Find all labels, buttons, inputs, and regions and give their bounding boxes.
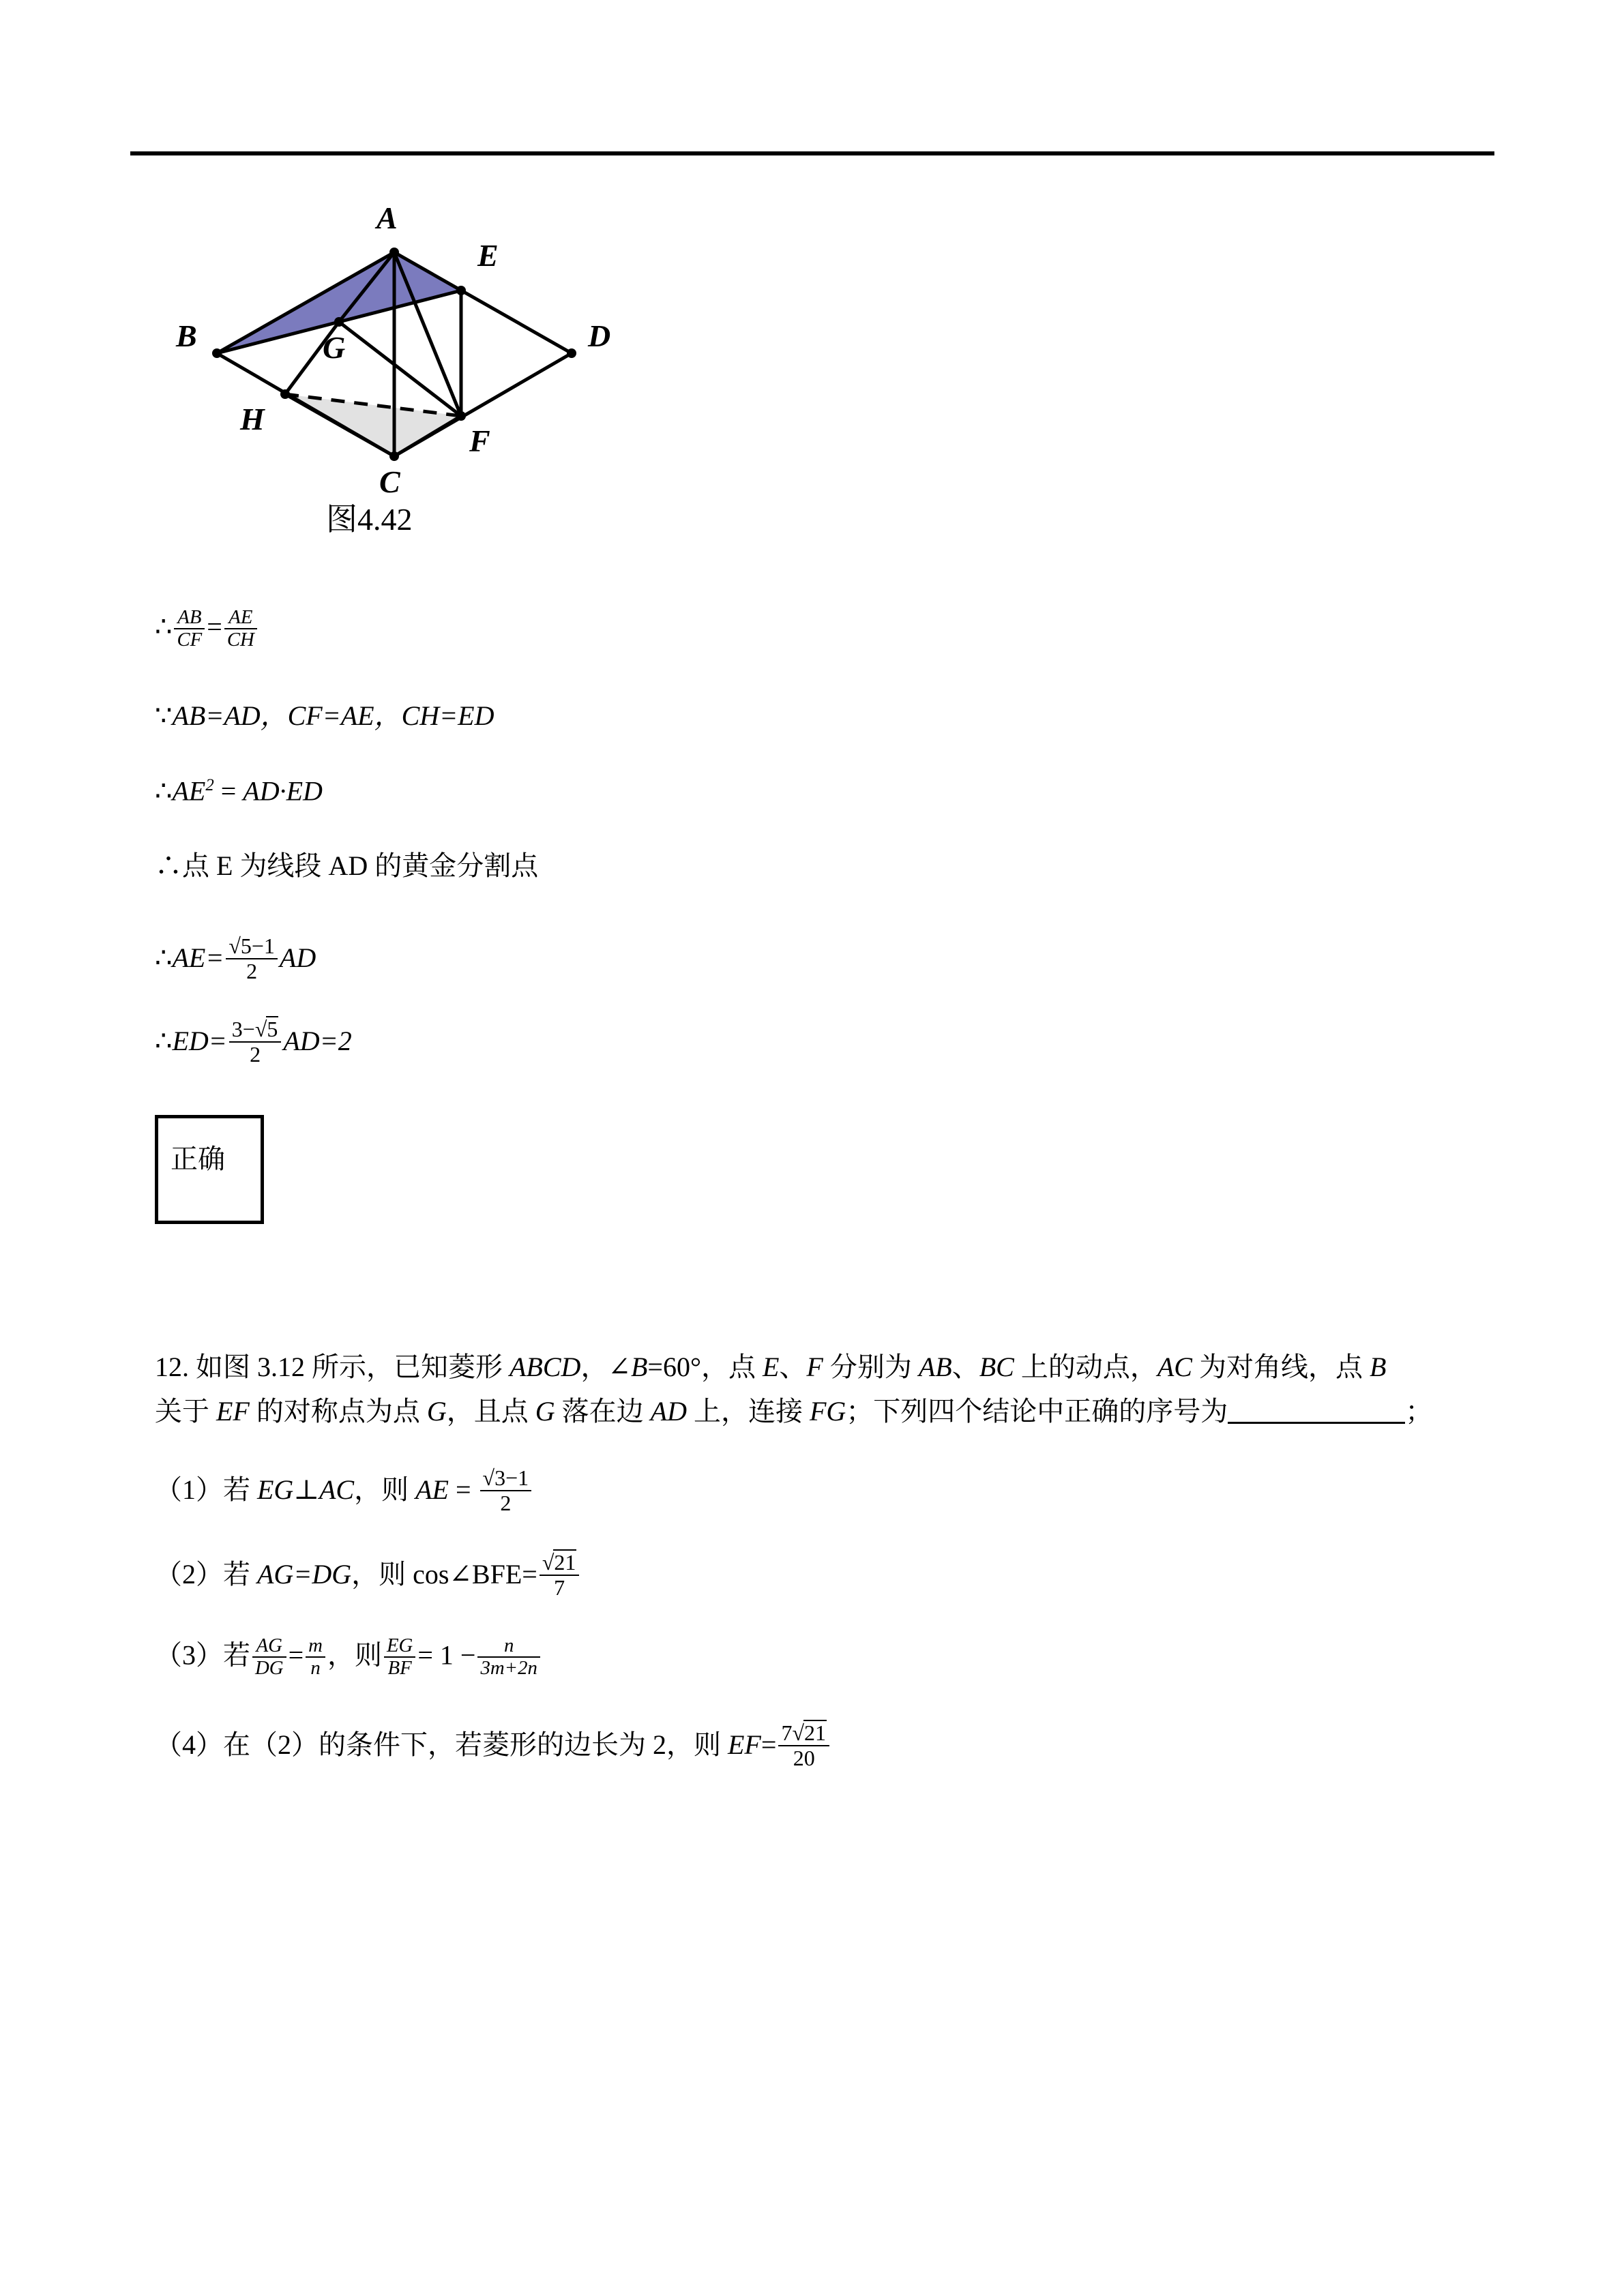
conclusion-3-marker: （3）	[155, 1639, 223, 1671]
fraction-numerator: AE	[228, 606, 253, 628]
conclusion-1-cond-a: 若	[223, 1474, 257, 1505]
q12b-text-c: 的对称点为点	[249, 1396, 427, 1427]
vertex-dot-E	[456, 286, 466, 295]
fraction-denominator: DG	[252, 1656, 286, 1679]
q12-label-bc: BC	[979, 1352, 1014, 1382]
radical-sqrt5: √5	[228, 934, 252, 958]
question-12-line-1	[155, 1354, 1386, 1381]
vertex-label-G: G	[323, 330, 346, 365]
q12-text-c: ，∠	[580, 1352, 631, 1382]
vertex-label-A: A	[377, 200, 398, 235]
therefore-symbol-1: ∴	[155, 611, 173, 642]
conclusion-1-cond-e: ，则	[354, 1474, 416, 1505]
radical-sign: √21	[542, 1550, 576, 1575]
q12-label-b: B	[630, 1352, 648, 1382]
fraction-numerator: n	[503, 1635, 514, 1656]
conclusion-3-cond-a: 若	[223, 1639, 250, 1671]
numerator-prefix: 3−	[231, 1017, 255, 1041]
q12b-text-a: 关于	[155, 1396, 216, 1427]
proof-line-4	[155, 852, 538, 880]
proof-line-2	[155, 702, 494, 730]
vertex-dot-A	[389, 248, 399, 257]
q12-label-e: E	[762, 1352, 780, 1382]
therefore-symbol-4: ∴	[155, 850, 182, 881]
proof-line-2-text: AB=AD，CF=AE，CH=ED	[172, 700, 494, 731]
perpendicular-symbol: ⊥	[293, 1474, 319, 1505]
conclusion-3-equals-2: = 1 −	[417, 1639, 476, 1671]
numerator-suffix: −1	[505, 1465, 529, 1490]
fraction-ab-cf	[174, 607, 205, 651]
fraction-denominator: 2	[480, 1490, 532, 1515]
proof-line-3	[155, 777, 323, 805]
vertex-dot-C	[389, 451, 399, 461]
q12-text-i: 分别为	[823, 1352, 919, 1382]
conclusion-1-equals: =	[455, 1474, 471, 1505]
conclusion-3-fraction-n-3m2n	[477, 1635, 540, 1679]
conclusion-4-equals: =	[761, 1729, 777, 1760]
therefore-symbol-6: ∴	[155, 1025, 173, 1056]
equals-sign-3: =	[220, 775, 237, 807]
q12b-text-g: 落在边	[555, 1396, 651, 1427]
q12-text-k: 、	[951, 1352, 979, 1382]
fraction-denominator: 2	[226, 958, 278, 983]
q12b-text-k: ；下列四个结论中正确的序号为	[846, 1396, 1228, 1427]
conclusion-3-fraction-ag-dg	[252, 1635, 286, 1679]
q12b-label-g2: G	[535, 1396, 555, 1427]
figure-caption: 图4.42	[326, 502, 413, 537]
q12b-label-g: G	[426, 1396, 447, 1427]
vertex-dot-H	[280, 389, 290, 399]
fraction-denominator: CF	[174, 628, 205, 651]
radical-sqrt3: √3	[482, 1465, 506, 1490]
rhombus-fold-svg	[130, 184, 743, 566]
fraction-numerator	[778, 1720, 829, 1745]
question-number: 12.	[155, 1352, 189, 1382]
therefore-symbol-5: ∴	[155, 942, 173, 973]
q12-label-abcd: ABCD	[510, 1352, 581, 1382]
q12-text-m: 上的动点，	[1014, 1352, 1157, 1382]
vertex-dot-G	[334, 317, 344, 327]
because-symbol-2: ∵	[155, 700, 173, 731]
radical-bar: 21	[554, 1550, 576, 1575]
conclusion-2-cond-a: 若	[223, 1558, 257, 1590]
conclusion-2-marker: （2）	[155, 1558, 223, 1590]
conclusion-4-fraction	[778, 1720, 829, 1770]
fraction-denominator: CH	[224, 628, 257, 651]
q12b-text-l: ；	[1405, 1396, 1433, 1427]
numerator-coefficient: 7	[781, 1720, 793, 1745]
fraction-numerator	[226, 934, 278, 958]
radical-sign: √5	[254, 1017, 278, 1041]
vertex-label-H: H	[240, 402, 265, 436]
proof-line-3-exponent: 2	[205, 776, 214, 794]
fraction-golden-ratio	[226, 934, 278, 983]
conclusion-2-ag-dg: AG=DG	[257, 1558, 352, 1590]
fraction-denominator: 2	[229, 1041, 282, 1067]
fraction-denominator: 20	[778, 1745, 829, 1770]
conclusion-1-fraction	[480, 1466, 532, 1515]
conclusion-2-cond-e: ，则	[351, 1558, 413, 1590]
conclusion-2	[155, 1549, 581, 1599]
conclusion-4-lhs: EF	[728, 1729, 761, 1760]
fraction-numerator	[229, 1016, 282, 1041]
proof-line-6-lhs: ED=	[172, 1025, 227, 1056]
conclusion-4-cond-a: 在（2）的条件下，若菱形的边长为 2，则	[223, 1729, 728, 1760]
fraction-numerator	[540, 1549, 580, 1575]
radical-bar: 21	[804, 1720, 826, 1745]
fraction-ed-expr	[229, 1016, 282, 1066]
vertex-dot-F	[456, 411, 466, 421]
conclusion-4-marker: （4）	[155, 1729, 223, 1760]
vertex-label-D: D	[588, 318, 611, 353]
vertex-dot-D	[567, 348, 576, 358]
equals-sign-1: =	[207, 611, 222, 642]
header-rule	[130, 151, 1494, 155]
fraction-denominator: 3m+2n	[477, 1656, 540, 1679]
proof-line-6-tail: AD=2	[283, 1025, 352, 1056]
fraction-numerator: AG	[256, 1635, 282, 1656]
correct-answer-box[interactable]	[155, 1115, 264, 1224]
question-12-line-2	[155, 1395, 1432, 1425]
q12-text-e: =60°，点	[647, 1352, 763, 1382]
q12-label-b2: B	[1369, 1352, 1387, 1382]
conclusion-2-fraction	[540, 1549, 580, 1599]
q12b-text-e: ，且点	[446, 1396, 535, 1427]
vertex-label-C: C	[379, 464, 400, 499]
fraction-numerator	[480, 1466, 532, 1490]
fraction-ae-ch	[224, 607, 257, 651]
q12-label-ac: AC	[1157, 1352, 1192, 1382]
proof-line-5-tail: AD	[279, 942, 316, 973]
conclusion-3-fraction-eg-bf	[384, 1635, 415, 1679]
conclusion-1-lhs: AE	[415, 1474, 449, 1505]
q12-text-o: 为对角线，点	[1192, 1352, 1370, 1382]
conclusion-1-eg: EG	[257, 1474, 294, 1505]
fraction-numerator: EG	[386, 1635, 413, 1656]
q12b-label-ef: EF	[216, 1396, 250, 1427]
fraction-numerator: AB	[177, 606, 202, 628]
q12-text-g: 、	[779, 1352, 807, 1382]
proof-line-6	[155, 1016, 352, 1066]
fraction-denominator: n	[306, 1656, 325, 1679]
fraction-denominator: 7	[540, 1575, 580, 1600]
conclusion-2-lhs: cos∠BFE	[413, 1558, 522, 1590]
proof-line-5-lhs: AE=	[172, 942, 224, 973]
correct-answer-label: 正确	[171, 1144, 225, 1174]
q12-label-f: F	[806, 1352, 823, 1382]
radical-bar: 5	[267, 1017, 278, 1041]
vertex-label-B: B	[176, 318, 197, 353]
figure-4-42	[130, 184, 743, 566]
conclusion-3-then: 则	[354, 1639, 382, 1671]
proof-line-4-text: 点 E 为线段 AD 的黄金分割点	[182, 850, 539, 881]
numerator-suffix: −1	[251, 934, 275, 958]
conclusion-3-fraction-m-n	[306, 1635, 325, 1679]
proof-line-1	[155, 607, 259, 651]
proof-line-3-rhs: AD·ED	[243, 775, 323, 807]
fraction-denominator: BF	[384, 1656, 415, 1679]
conclusion-3-equals-1: =	[288, 1639, 304, 1671]
q12b-label-fg: FG	[809, 1396, 846, 1427]
conclusion-1	[155, 1466, 533, 1515]
conclusion-2-equals: =	[522, 1558, 537, 1590]
q12-text-a: 如图 3.12 所示，已知菱形	[196, 1352, 510, 1382]
therefore-symbol-3: ∴	[155, 775, 173, 807]
fraction-numerator: m	[308, 1635, 323, 1656]
q12b-label-ad: AD	[650, 1396, 687, 1427]
q12-label-ab: AB	[918, 1352, 952, 1382]
grey-shaded-region	[285, 394, 461, 456]
radical-sign: √21	[792, 1720, 826, 1745]
conclusion-3-comma: ，	[327, 1639, 355, 1671]
conclusion-1-ac: AC	[319, 1474, 355, 1505]
proof-line-3-lhs: AE	[172, 775, 206, 807]
proof-line-5	[155, 934, 316, 983]
conclusion-1-marker: （1）	[155, 1474, 223, 1505]
conclusion-4	[155, 1720, 831, 1770]
answer-blank-input[interactable]	[1228, 1395, 1405, 1424]
vertex-label-E: E	[477, 238, 499, 273]
conclusion-3	[155, 1635, 542, 1679]
q12b-text-i: 上，连接	[686, 1396, 810, 1427]
vertex-label-F: F	[469, 423, 490, 458]
vertex-dot-B	[212, 348, 222, 358]
